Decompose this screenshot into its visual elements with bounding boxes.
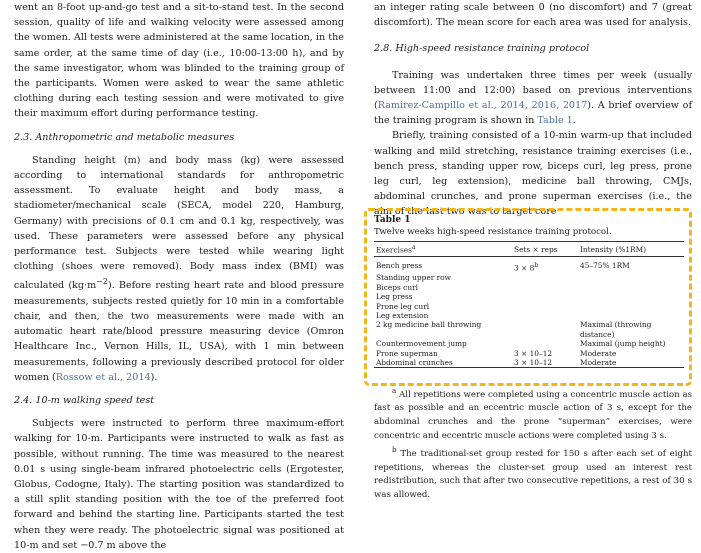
left-column bbox=[14, 0, 344, 553]
table-label: Table 1 bbox=[374, 215, 411, 225]
paragraph-training-schedule: Training was undertaken three times per week (usually between 11:00 and 12:00) based on previous interventions (Ramirez-Campillo et al., 2014, 2016, 2017). A brief overview of the training program is shown in Table 1. bbox=[374, 69, 693, 127]
table-row: Abdominal crunches 3 × 10–12 Moderate bbox=[376, 358, 617, 367]
paragraph-session: went an 8-foot up-and-go test and a sit-to-stand test. In the second session, quality of life and walking velocity were assessed among the women. All tests were administered at the same location, in the same order, at the same time of day (i.e., 10:00-13:00 h), and by the same investigator, whom was blinded to the training group of the participants. Women were asked to wear the same athletic clothing during each testing session and were motivated to give their maximum effort during performance testing. bbox=[14, 2, 344, 120]
paragraph-walking-speed: Subjects were instructed to perform three maximum-effort walking for 10-m. Participants were instructed to walk as fast as possible, without running. The time was measured to the nearest 0.01 s using single-beam infrared photoelectric cells (Ergotester, Globus, Codogne, Italy). The starting position was standardized to a still split standing position with the toe of the preferred foot forward and behind the starting line. Participants started the test when they were ready. The photoelectric signal was positioned at 10-m and set −0.7 m above the bbox=[14, 418, 344, 551]
paragraph-anthropometric: Standing height (m) and body mass (kg) were assessed according to international standards for anthropometric assessment. To evaluate height and body mass, a stadiometer/mechanical scale (SECA, model 220, Hamburg, Germany) with precisions of 0.1 cm and 0.1 kg, respectively, was used. These parameters were assessed before any physical performance test. Subjects were tested while wearing light clothing (shoes were removed). Body mass index (BMI) was calculated $(kg\cdot m^{-2})$. Before resting heart rate and blood pressure measurements, subjects rested quietly for 10 min in a comfortable chair, and then, the two measurements were made with an automatic heart rate/blood pressure measuring device (Omron Healthcare Inc., Vernon Hills, IL, USA), with 1 min between measurements, following a previously described protocol for older women (Rossow et al., 2014). bbox=[14, 154, 344, 383]
table-row: Bench press $3 \times 8^b$ 45–75% 1RM bbox=[376, 261, 630, 273]
table-1-link[interactable]: Table 1 bbox=[537, 115, 573, 127]
table-row: 2 kg medicine ball throwing Maximal (throwing distance) bbox=[376, 320, 652, 339]
paragraph-training-details: Briefly, training consisted of a 10-min warm-up that included walking and mild stretching, resistance training exercises (i.e., bench press, standing upper row, biceps curl, leg press, prone leg curl, leg extension), medicine ball throwing, CMJs, abdominal crunches, and prone superman exercises (i.e., the aim of the last two was to target core bbox=[374, 130, 692, 218]
table-footnotes bbox=[374, 384, 692, 502]
superscript: −2 bbox=[96, 277, 108, 287]
training-table bbox=[374, 241, 684, 368]
header-exercises: Exercises$^a$ bbox=[376, 244, 416, 255]
footnote-a: $^a$ All repetitions were completed using a concentric muscle action as fast as possible and an eccentric muscle action of 3 s, except for the abdominal crunches and the prone “superman” exercises, were concentric and eccentric muscle actions were completed using 3 s. bbox=[374, 386, 693, 441]
table-row: Prone superman 3 × 10–12 Moderate bbox=[376, 348, 617, 358]
section-heading-2-3: 2.3. Anthropometric and metabolic measures bbox=[14, 131, 235, 143]
footnote-b: $^b$ The traditional-set group rested for 150 s after each set of eight repetitions, whereas the cluster-set group used an interest rest redistribution, such that after two consecutive repetitions, a rest of 30 s was allowed. bbox=[374, 445, 692, 500]
section-heading-2-4: 2.4. 10-m walking speed test bbox=[14, 395, 155, 407]
table-row: Leg extension bbox=[376, 310, 429, 320]
table-header-row bbox=[374, 242, 684, 257]
table-row: Biceps curl bbox=[376, 282, 418, 292]
table-row: Leg press bbox=[376, 292, 413, 302]
right-column bbox=[374, 0, 692, 220]
header-intensity: Intensity (%1RM) bbox=[580, 244, 647, 254]
header-sets-reps: Sets × reps bbox=[514, 244, 558, 254]
table-row: Prone leg curl bbox=[376, 301, 430, 311]
table-row: Countermovement jump Maximal (jump height) bbox=[376, 339, 666, 349]
table-1 bbox=[374, 214, 684, 368]
section-heading-2-8: 2.8. High-speed resistance training protocol bbox=[374, 43, 590, 55]
table-row: Standing upper row bbox=[376, 273, 451, 283]
citation-link-rossow[interactable]: Rossow et al., 2014 bbox=[55, 371, 151, 383]
citation-link-ramirez[interactable]: Ramirez-Campillo et al., 2014, 2016, 2017 bbox=[377, 100, 588, 112]
table-title: Twelve weeks high-speed resistance training protocol. bbox=[374, 227, 612, 237]
paragraph-rating-scale: an integer rating scale between 0 (no discomfort) and 7 (great discomfort). The mean score for each area was used for analysis. bbox=[374, 2, 692, 29]
